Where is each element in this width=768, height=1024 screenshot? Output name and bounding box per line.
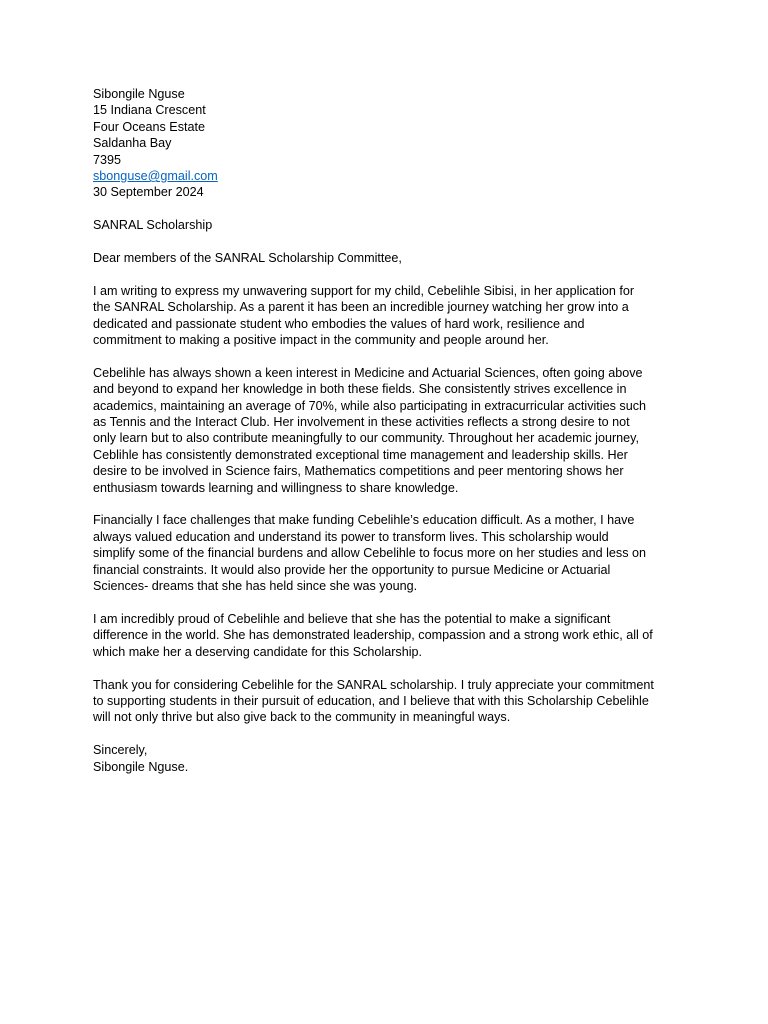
sender-address — [93, 86, 683, 201]
paragraph-line: which make her a deserving candidate for this Scholarship. — [93, 644, 423, 659]
paragraph-line: commitment to making a positive impact in the community and people around her. — [93, 333, 549, 348]
signature: Sibongile Nguse. — [93, 759, 189, 774]
paragraph-line: I am writing to express my unwavering support for my child, Cebelihle Sibisi, in her application for — [93, 283, 635, 298]
paragraph-line: difference in the world. She has demonstrated leadership, compassion and a strong work ethic, all of — [93, 628, 653, 643]
paragraph-line: as Tennis and the Interact Club. Her involvement in these activities reflects a strong desire to not — [93, 415, 630, 430]
sender-name: Sibongile Nguse — [93, 87, 185, 101]
letter — [93, 86, 683, 775]
body-paragraph-3 — [93, 512, 683, 594]
paragraph-line: Sciences- dreams that she has held since she was young. — [93, 579, 418, 594]
closing: Sincerely, — [93, 743, 148, 758]
salutation: Dear members of the SANRAL Scholarship Committee, — [93, 251, 402, 266]
sender-postal-code: 7395 — [93, 152, 122, 167]
paragraph-line: enthusiasm towards learning and willingness to share knowledge. — [93, 480, 459, 495]
paragraph-line: Ceblihle has consistently demonstrated exceptional time management and leadership skills. Her — [93, 447, 628, 462]
paragraph-line: Cebelihle has always shown a keen interest in Medicine and Actuarial Sciences, often going above — [93, 365, 643, 380]
paragraph-line: financial constraints. It would also provide her the opportunity to pursue Medicine or Actuarial — [93, 562, 611, 577]
paragraph-line: and beyond to expand her knowledge in both these fields. She consistently strives excellence in — [93, 382, 627, 397]
paragraph-line: the SANRAL Scholarship. As a parent it has been an incredible journey watching her grow into a — [93, 300, 629, 315]
body-paragraph-1 — [93, 283, 683, 349]
sender-town: Saldanha Bay — [93, 136, 172, 151]
paragraph-line: desire to be involved in Science fairs, Mathematics competitions and peer mentoring shows her — [93, 464, 624, 479]
sender-email-link[interactable]: sbonguse@gmail.com — [93, 169, 218, 184]
body-paragraph-2 — [93, 365, 683, 496]
paragraph-line: simplify some of the financial burdens and allow Cebelihle to focus more on her studies and less on — [93, 546, 647, 561]
paragraph-line: I am incredibly proud of Cebelihle and believe that she has the potential to make a significant — [93, 611, 611, 626]
paragraph-line: always valued education and understand its power to transform lives. This scholarship would — [93, 529, 609, 544]
sender-street: 15 Indiana Crescent — [93, 103, 206, 118]
letter-subject: SANRAL Scholarship — [93, 218, 213, 233]
letter-date: 30 September 2024 — [93, 185, 204, 200]
body-paragraph-5 — [93, 677, 683, 726]
body-paragraph-4 — [93, 611, 683, 660]
paragraph-line: Financially I face challenges that make funding Cebelihle’s education difficult. As a mother, I have — [93, 513, 635, 528]
paragraph-line: dedicated and passionate student who embodies the values of hard work, resilience and — [93, 316, 585, 331]
paragraph-line: will not only thrive but also give back to the community in meaningful ways. — [93, 710, 511, 725]
paragraph-line: to supporting students in their pursuit of education, and I believe that with this Scholarship Cebelihle — [93, 693, 649, 708]
paragraph-line: Thank you for considering Cebelihle for the SANRAL scholarship. I truly appreciate your commitment — [93, 677, 654, 692]
sender-estate: Four Oceans Estate — [93, 119, 205, 134]
paragraph-line: only learn but to also contribute meaningfully to our community. Throughout her academic journey, — [93, 431, 640, 446]
paragraph-line: academics, maintaining an average of 70%, while also participating in extracurricular activities such — [93, 398, 646, 413]
